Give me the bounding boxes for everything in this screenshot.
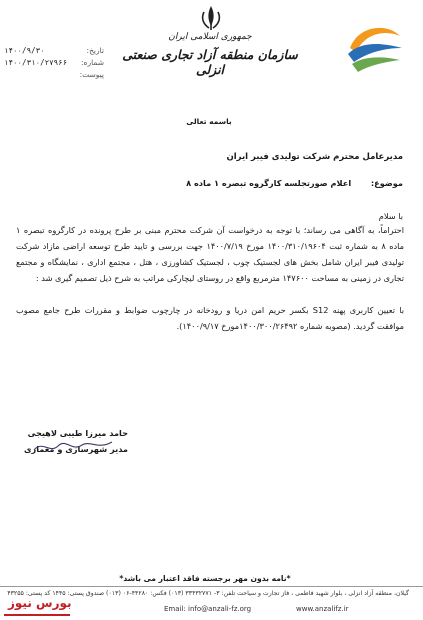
iran-emblem-icon: [198, 4, 224, 32]
subject-label: موضوع:: [370, 178, 403, 188]
date-row: [4, 46, 104, 57]
invocation: باسمه تعالی: [186, 117, 232, 126]
date-label: تاریخ:: [86, 46, 104, 55]
number-value: ۱۴۰۰/۳۱۰/۲۷۹۶۶: [4, 58, 68, 67]
signer-name: حامد میرزا طیبی لاهیجی: [27, 428, 128, 438]
watermark-logo: بورس نیوز: [8, 596, 72, 610]
attachment-row: [4, 70, 104, 81]
organization-title: سازمان منطقه آزاد تجاری صنعتی انزلی: [122, 47, 298, 77]
addressee: مدیرعامل محترم شرکت تولیدی فیبر ایران: [226, 152, 403, 162]
number-row: [4, 58, 104, 69]
validity-notice: *نامه بدون مهر برجسته فاقد اعتبار می باشد*: [119, 574, 291, 583]
government-title: جمهوری اسلامی ایران: [168, 32, 252, 42]
date-value: ۱۴۰۰/۹/۳۰: [4, 46, 45, 55]
paragraph-decision: احتراماً، به آگاهی می رساند؛ با توجه به درخواست آن شرکت محترم مبنی بر طرح پرونده در کارگروه تبصره ۱ ماده ۸ به شماره ثبت ۱۴۰۰/۳۱۰/۱۹۶۰۴ مورخ ۱۴۰۰/۷/۱۹ جهت بررسی و تایید طرح توسعه اراضی مازاد شرکت تولیدی فیبر ایران شامل بخش های لجستیک چوب ، لجستیک کشاورزی ، هتل ، مجتمع اداری ، نمایشگاه و مجتمع تجاری در زمینی به مساحت ۱۴۷۶۰۰ مترمربع واقع در روستای لیچارکی مراتب به شرح ذیل تصمیم گیری شد :: [16, 225, 405, 283]
subject-line: [130, 178, 403, 188]
anzali-fz-logo-icon: [346, 22, 404, 74]
greeting: با سلام: [378, 211, 403, 221]
attachment-label: پیوست:: [79, 70, 104, 79]
footer-address: گیلان، منطقه آزاد انزلی ، بلوار شهید فاطمی ، فاز تجارت و سیاحت تلفن: ۳- ۳۳۴۳۲۷۷۱ (۰۱۳) فکس: ۴۴۲۸۰-۰۶ (۰۱۳) صندوق پستی: ۱۴۴۵ کد پستی: ۴۳۲۵۵: [7, 590, 409, 597]
footer-divider: [0, 586, 423, 587]
footer-email: Email: info@anzali-fz.org: [164, 605, 252, 613]
number-label: شماره:: [81, 58, 104, 67]
footer-website: www.anzalifz.ir: [296, 605, 349, 613]
subject-text: اعلام صورتجلسه کارگروه تبصره ۱ ماده ۸: [186, 178, 352, 188]
watermark-underline: [4, 614, 70, 616]
signature-icon: [28, 436, 118, 458]
paragraph-approval: با تعیین کاربری پهنه S12 بکسر حریم امن دریا و رودخانه در چارچوب ضوابط و مقررات طرح جامع مصوب موافقت گردید. (مصوبه شماره ۱۴۰۰/۳۰۰/۲۶۴۹۲مورخ ۱۴۰۰/۹/۱۷).: [16, 305, 404, 331]
signer-title: مدیر شهرسازی و معماری: [24, 444, 128, 454]
